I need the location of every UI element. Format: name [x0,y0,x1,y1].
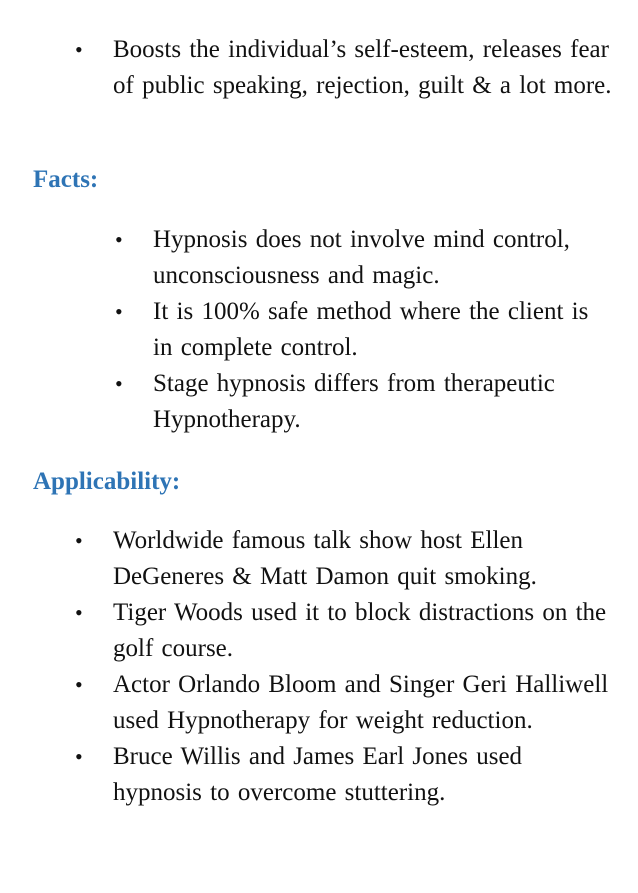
list-item-text: Stage hypnosis differs from therapeutic Hypnotherapy. [153,370,555,433]
facts-bullet-list [115,222,613,438]
list-item [75,595,613,667]
list-item-text: Hypnosis does not involve mind control, unconsciousness and magic. [153,226,570,289]
list-item [115,222,613,294]
list-item-text: Actor Orlando Bloom and Singer Geri Halliwell used Hypnotherapy for weight reduction. [113,671,609,734]
bullet-icon: • [115,227,123,252]
applicability-bullet-list [75,523,613,811]
facts-heading: Facts: [33,166,99,193]
list-item-text: Worldwide famous talk show host Ellen DeGeneres & Matt Damon quit smoking. [113,527,537,590]
list-item-text: Tiger Woods used it to block distractions on the golf course. [113,599,607,662]
list-item-text: It is 100% safe method where the client is in complete control. [153,298,589,361]
bullet-icon: • [115,299,123,324]
list-item [75,523,613,595]
applicability-heading: Applicability: [33,468,181,495]
list-item [75,32,613,104]
list-item [115,294,613,366]
list-item-text: Boosts the individual’s self-esteem, releases fear of public speaking, rejection, guilt & a lot more. [113,36,612,99]
bullet-icon: • [75,744,83,769]
bullet-icon: • [75,600,83,625]
intro-bullet-list [75,32,613,104]
bullet-icon: • [75,528,83,553]
list-item [75,667,613,739]
bullet-icon: • [75,672,83,697]
bullet-icon: • [115,371,123,396]
list-item [115,366,613,438]
list-item-text: Bruce Willis and James Earl Jones used hypnosis to overcome stuttering. [113,743,523,806]
list-item [75,739,613,811]
bullet-icon: • [75,37,83,62]
